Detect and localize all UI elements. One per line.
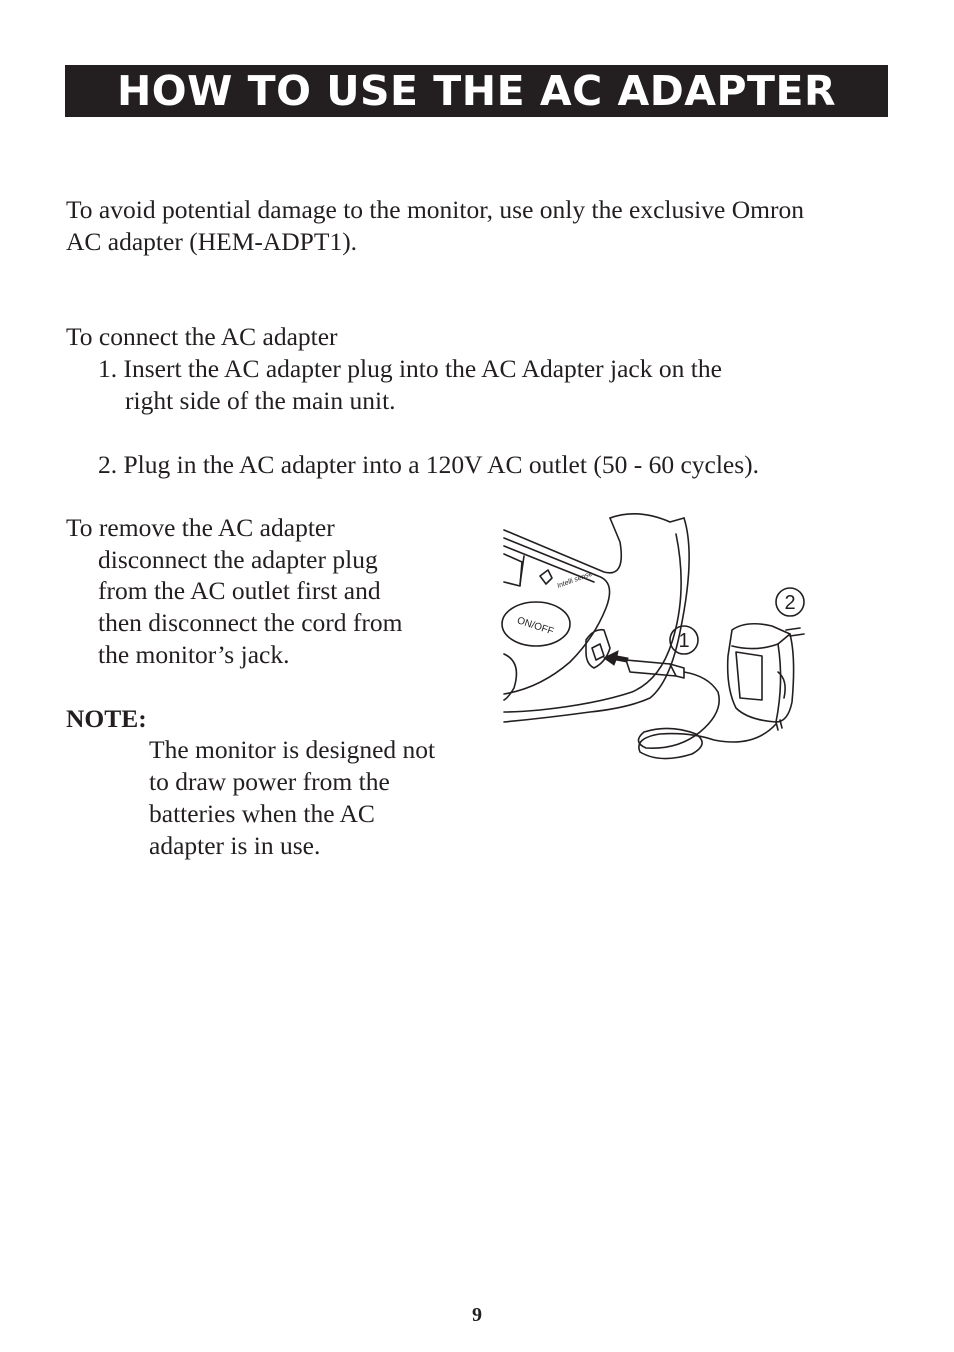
- ac-adapter-illustration: [500, 512, 820, 772]
- intro-line-1: To avoid potential damage to the monitor, use only the exclusive Omron: [66, 195, 804, 224]
- connect-heading: To connect the AC adapter: [66, 322, 338, 351]
- intellisense-logo: [540, 570, 552, 584]
- note-line: to draw power from the: [149, 767, 390, 796]
- brand-label: Intelli sense: [556, 570, 594, 590]
- remove-line: the monitor’s jack.: [98, 640, 290, 669]
- monitor-body: [504, 514, 689, 722]
- on-off-button-label: ON/OFF: [515, 615, 555, 638]
- intro-line-2: AC adapter (HEM-ADPT1).: [66, 227, 358, 256]
- plug-connector: [626, 660, 676, 676]
- step-1-number: 1: [678, 630, 690, 652]
- jack-housing: [586, 630, 610, 668]
- power-cord: [638, 672, 776, 759]
- note-line: The monitor is designed not: [149, 735, 436, 764]
- note-label: NOTE:: [66, 704, 147, 733]
- note-line: adapter is in use.: [149, 831, 321, 860]
- connect-step-2: 2. Plug in the AC adapter into a 120V AC outlet (50 - 60 cycles).: [98, 450, 760, 479]
- connect-step-1-line-1: 1. Insert the AC adapter plug into the AC Adapter jack on the: [98, 354, 722, 383]
- remove-line: from the AC outlet first and: [98, 576, 381, 605]
- remove-line: then disconnect the cord from: [98, 608, 403, 637]
- remove-line: disconnect the adapter plug: [98, 545, 378, 574]
- note-line: batteries when the AC: [149, 799, 375, 828]
- title-bar: [65, 65, 888, 117]
- connect-step-1-line-2: right side of the main unit.: [125, 386, 396, 415]
- step-2-number: 2: [784, 592, 796, 614]
- remove-heading: To remove the AC adapter: [66, 513, 335, 542]
- page-number: 9: [472, 1304, 482, 1326]
- page-title: HOW TO USE THE AC ADAPTER: [116, 66, 837, 115]
